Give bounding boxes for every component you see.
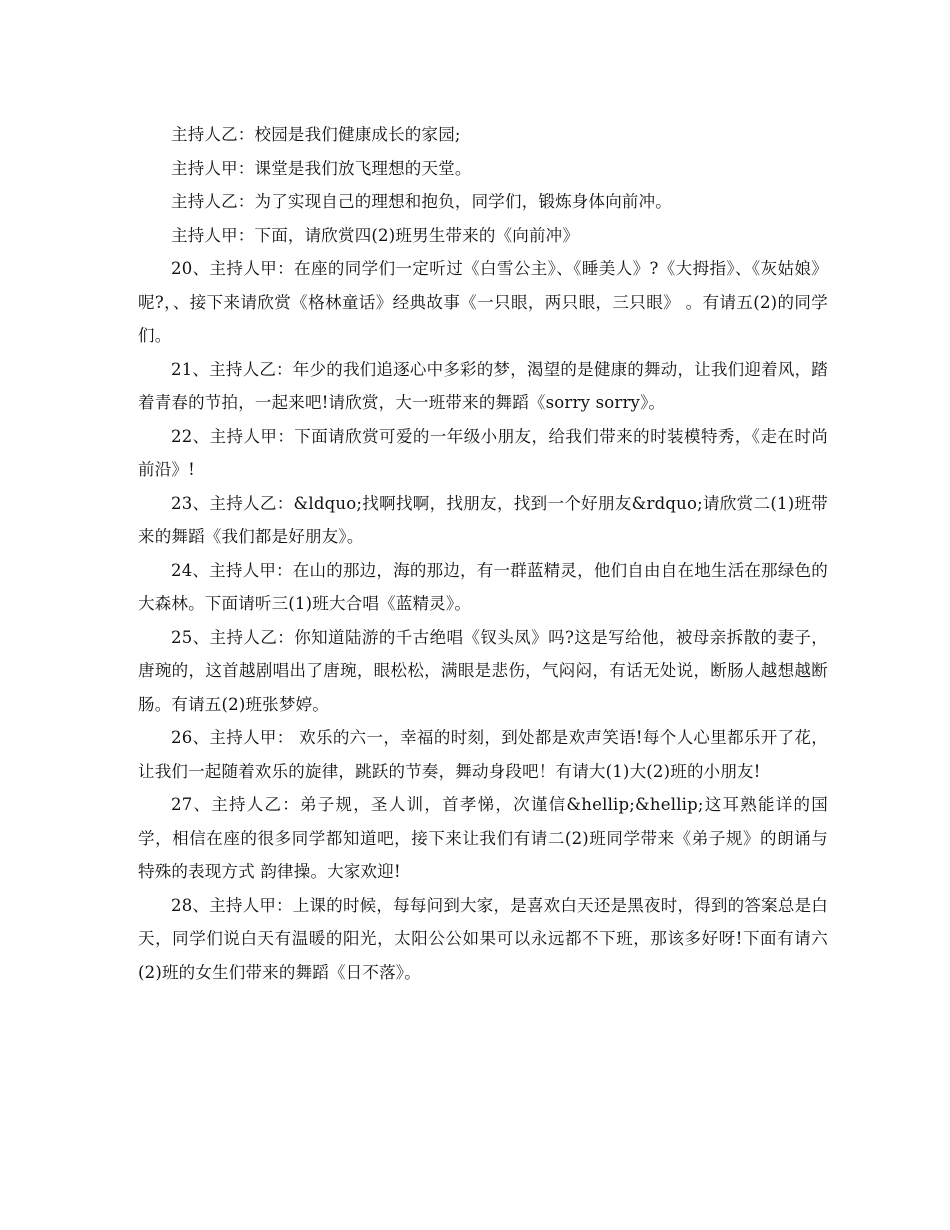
paragraph: 20、主持人甲：在座的同学们一定听过《白雪公主》、《睡美人》?《大拇指》、《灰姑娘》呢?，、接下来请欣赏《格林童话》经典故事《一只眼，两只眼，三只眼》 。有请五(2)的同学们。 [138,259,828,345]
paragraph: 主持人乙：为了实现自己的理想和抱负，同学们，锻炼身体向前冲。 [171,192,672,211]
paragraph: 25、主持人乙：你知道陆游的千古绝唱《钗头凤》吗?这是写给他，被母亲拆散的妻子，唐琬的，这首越剧唱出了唐琬，眼松松，满眼是悲伤，气闷闷，有话无处说，断肠人越想越断肠。有请五(2)班张梦婷。 [138,627,828,714]
paragraph: 22、主持人甲：下面请欣赏可爱的一年级小朋友，给我们带来的时装模特秀，《走在时尚前沿》! [138,426,828,479]
paragraph: 23、主持人乙：&ldquo;找啊找啊，找朋友，找到一个好朋友&rdquo;请欣赏二(1)班带来的舞蹈《我们都是好朋友》。 [138,493,828,546]
paragraph: 主持人甲：课堂是我们放飞理想的天堂。 [171,158,472,178]
paragraph: 24、主持人甲：在山的那边，海的那边，有一群蓝精灵，他们自由自在地生活在那绿色的大森林。下面请听三(1)班大合唱《蓝精灵》。 [138,560,828,613]
paragraph: 主持人乙：校园是我们健康成长的家园; [171,125,461,144]
document-body [138,118,828,989]
paragraph: 26、主持人甲： 欢乐的六一，幸福的时刻，到处都是欢声笑语!每个人心里都乐开了花，让我们一起随着欢乐的旋律，跳跃的节奏，舞动身段吧！有请大(1)大(2)班的小朋友! [138,728,828,781]
paragraph: 21、主持人乙：年少的我们追逐心中多彩的梦，渴望的是健康的舞动，让我们迎着风，踏着青春的节拍，一起来吧!请欣赏，大一班带来的舞蹈《sorry sorry》。 [138,359,828,412]
paragraph: 28、主持人甲：上课的时候，每每问到大家，是喜欢白天还是黑夜时，得到的答案总是白天，同学们说白天有温暖的阳光，太阳公公如果可以永远都不下班，那该多好呀!下面有请六(2)班的女生们带来的舞蹈《日不落》。 [138,895,828,982]
paragraph: 27、主持人乙：弟子规，圣人训，首孝悌，次谨信&hellip;&hellip;这耳熟能详的国学，相信在座的很多同学都知道吧，接下来让我们有请二(2)班同学带来《弟子规》的朗诵与特殊的表现方式 韵律操。大家欢迎! [138,795,828,881]
paragraph: 主持人甲：下面，请欣赏四(2)班男生带来的《向前冲》 [171,225,580,245]
